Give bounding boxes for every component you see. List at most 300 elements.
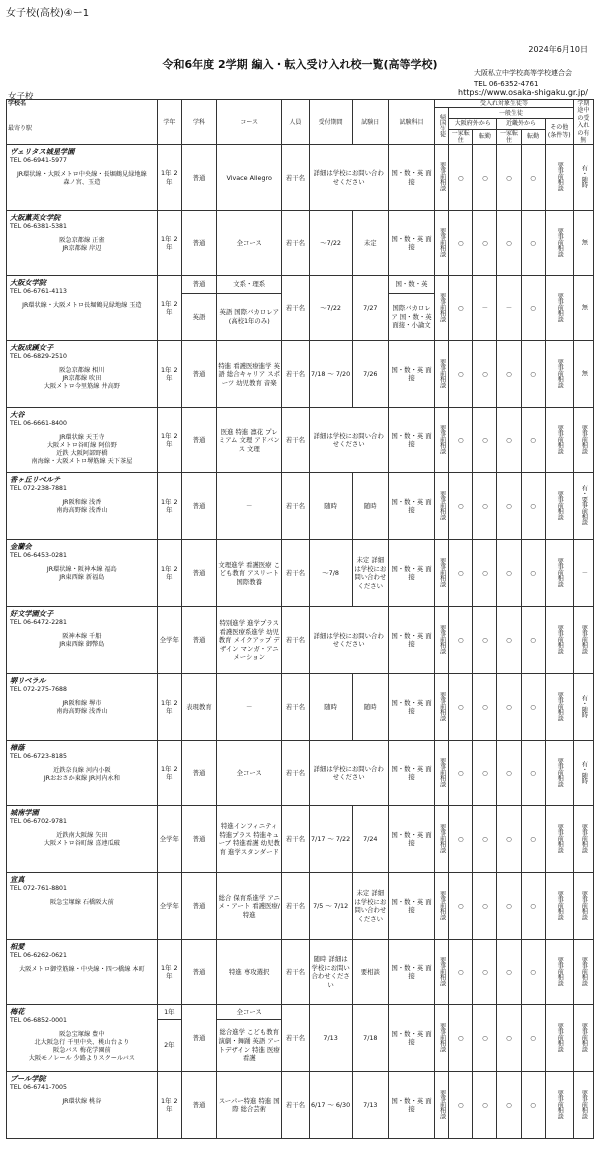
header-subjects: 試験科目 [388, 100, 434, 145]
station-line: 北大阪急行 千里中央、桃山台より [34, 1039, 130, 1047]
school-stations [10, 434, 154, 466]
acceptance-cell: ○ [449, 607, 473, 674]
association-info [474, 68, 572, 90]
acceptance-cell: ○ [473, 211, 497, 276]
school-name: 堺リベラル [10, 676, 46, 686]
dept-cell: 普通 [181, 341, 216, 408]
other-cell: 要事前相談 [545, 145, 573, 211]
table-row [7, 276, 594, 293]
returnee-cell: 要事前相談 [435, 607, 449, 674]
period-cell: 7/5 ～ 7/12 [309, 873, 352, 940]
acceptance-cell: ○ [521, 741, 545, 806]
grade-cell: 全学年 [157, 806, 181, 873]
acceptance-cell: ○ [521, 473, 545, 540]
subjects-cell: 国・数・英 面接 [388, 741, 434, 806]
other-cell: 要事前相談 [545, 211, 573, 276]
issue-date: 2024年6月10日 [528, 45, 588, 54]
returnee-cell: 要事前相談 [435, 408, 449, 473]
station-line: JR阪和線 浅香 [62, 499, 102, 507]
subjects-cell: 国・数・英 面接 [388, 341, 434, 408]
school-cell [7, 341, 158, 408]
subjects-cell: 国・数・英 面接 [388, 1005, 434, 1072]
period-cell: 詳細は学校にお問い合わせください [309, 408, 388, 473]
acceptance-cell: － [473, 276, 497, 341]
course-cell: 文系・理系 [217, 276, 282, 293]
school-tel: TEL 072-238-7881 [10, 485, 67, 493]
subjects-cell: 国・数・英 面接 [388, 211, 434, 276]
school-cell [7, 1005, 158, 1072]
returnee-cell: 要事前相談 [435, 1072, 449, 1139]
dept-cell: 普通 [181, 145, 216, 211]
period-cell: 7/18 ～ 7/20 [309, 341, 352, 408]
station-line: 大阪メトロ谷町線 喜連瓜破 [43, 840, 120, 848]
exam-cell: 未定 詳細は学校にお問い合わせください [352, 540, 388, 607]
acceptance-cell: ○ [521, 674, 545, 741]
station-line: 近鉄南大阪線 矢田 [56, 832, 108, 840]
period-cell: ～7/22 [309, 276, 352, 341]
other-cell: 要事前相談 [545, 408, 573, 473]
num-cell: 若干名 [282, 145, 309, 211]
school-cell [7, 408, 158, 473]
other-cell: 要事前相談 [545, 607, 573, 674]
exam-cell: 未定 [352, 211, 388, 276]
subjects-cell: 国・数・英 面接 [388, 873, 434, 940]
dorm-cell: 要事前相談 [573, 940, 593, 1005]
dorm-cell: 要事前相談 [573, 607, 593, 674]
course-cell: Vivace Allegro [217, 145, 282, 211]
acceptance-cell: ○ [497, 540, 521, 607]
station-line: 阪急宝塚線 石橋阪大前 [49, 899, 114, 907]
school-name: 大谷 [10, 410, 25, 420]
school-name: 大阪女学院 [10, 278, 46, 288]
header-dept: 学科 [181, 100, 216, 145]
school-stations [10, 767, 154, 783]
returnee-cell: 要事前相談 [435, 940, 449, 1005]
station-line: 大阪メトロ谷町線 阿倍野 [46, 442, 117, 450]
dept-cell: 普通 [181, 1005, 216, 1072]
acceptance-cell: ○ [521, 873, 545, 940]
returnee-cell: 要事前相談 [435, 806, 449, 873]
course-cell: 文理進学 看護医療 こども教育 アスリート 国際教養 [217, 540, 282, 607]
course-cell: 全コース [217, 211, 282, 276]
school-tel: TEL 06-6381-5381 [10, 223, 67, 231]
station-line: 南海高野線 浅香山 [56, 708, 108, 716]
acceptance-cell: ○ [521, 408, 545, 473]
period-cell: 7/13 [309, 1005, 352, 1072]
school-tel: TEL 06-6262-0621 [10, 952, 67, 960]
course-cell: 特進インフィニティ 特進プラス 特進キューブ 特進看護 幼児教育 進学スタンダード [217, 806, 282, 873]
station-line: 大阪モノレール 少路よりスクールバス [28, 1055, 135, 1063]
school-tel: TEL 06-6761-4113 [10, 288, 67, 296]
table-row [7, 940, 594, 1005]
station-line: 大阪メトロ御堂筋線・中央線・四つ橋線 本町 [19, 966, 145, 974]
exam-cell: 7/24 [352, 806, 388, 873]
header-transfer: 転勤 [473, 129, 497, 145]
dept-cell: 英語 [181, 293, 216, 341]
acceptance-cell: ○ [497, 873, 521, 940]
station-line: 近鉄 大阪阿部野橋 [56, 450, 108, 458]
grade-cell: 1年 2年 [157, 1072, 181, 1139]
acceptance-cell: ○ [473, 408, 497, 473]
acceptance-cell: ○ [521, 145, 545, 211]
school-stations [10, 367, 154, 391]
dorm-cell: 無 [573, 341, 593, 408]
acceptance-cell: ○ [497, 473, 521, 540]
school-cell [7, 873, 158, 940]
acceptance-cell: ○ [497, 940, 521, 1005]
header-kinki: 近畿外から [497, 119, 545, 130]
acceptance-cell: ○ [449, 408, 473, 473]
station-line: JR環状線・大阪メトロ長堀鶴見緑地線 玉造 [22, 302, 142, 310]
subjects-cell: 国・数・英 面接 [388, 1072, 434, 1139]
association-tel: TEL 06-6352-4761 [474, 80, 539, 88]
school-tel: TEL 06-6661-8400 [10, 420, 67, 428]
dept-cell: 普通 [181, 873, 216, 940]
station-line: 大阪メトロ今里筋線 井高野 [43, 383, 120, 391]
school-tel: TEL 072-761-8801 [10, 885, 67, 893]
other-cell: 要事前相談 [545, 276, 573, 341]
dept-cell: 普通 [181, 540, 216, 607]
station-line: 阪急京都線 正雀 [59, 237, 105, 245]
returnee-cell: 要事前相談 [435, 145, 449, 211]
exam-cell: 7/26 [352, 341, 388, 408]
course-cell: 総合進学 こども教育 演劇・舞踊 英語 アートデザイン 特進 医療看護 [217, 1019, 282, 1072]
school-name: 相愛 [10, 942, 25, 952]
school-stations [10, 171, 154, 187]
header-course: コース [217, 100, 282, 145]
other-cell: 要事前相談 [545, 341, 573, 408]
header-period: 受付期間 [309, 100, 352, 145]
table-row [7, 741, 594, 806]
num-cell: 若干名 [282, 806, 309, 873]
school-tel: TEL 06-6472-2281 [10, 619, 67, 627]
station-line: JR環状線 天王寺 [59, 434, 105, 442]
dept-cell: 普通 [181, 1072, 216, 1139]
period-cell: 7/17 ～ 7/22 [309, 806, 352, 873]
table-row [7, 341, 594, 408]
table-row [7, 674, 594, 741]
table-row [7, 540, 594, 607]
grade-cell: 1年 2年 [157, 276, 181, 341]
acceptance-cell: ○ [449, 341, 473, 408]
exam-cell: 要相談 [352, 940, 388, 1005]
acceptance-cell: ○ [473, 607, 497, 674]
school-cell [7, 1072, 158, 1139]
grade-cell: 1年 2年 [157, 341, 181, 408]
school-name: 好文学園女子 [10, 609, 54, 619]
school-name: 宣真 [10, 875, 25, 885]
returnee-cell: 要事前相談 [435, 341, 449, 408]
subjects-cell: 国・数・英 面接 [388, 806, 434, 873]
acceptance-cell: ○ [449, 940, 473, 1005]
header-returnee: 帰国生徒 [435, 108, 449, 145]
subjects-cell: 国・数・英 面接 [388, 473, 434, 540]
dept-cell: 普通 [181, 276, 216, 293]
acceptance-cell: ○ [473, 674, 497, 741]
num-cell: 若干名 [282, 473, 309, 540]
acceptance-cell: ○ [473, 473, 497, 540]
station-line: JR環状線・大阪メトロ中央線・長堀鶴見緑地線 [16, 171, 147, 179]
station-line: JR京都線 吹田 [62, 375, 102, 383]
acceptance-cell: ○ [473, 1072, 497, 1139]
acceptance-cell: ○ [521, 607, 545, 674]
grade-cell: 1年 2年 [157, 741, 181, 806]
category-label: 女子校 [8, 92, 34, 102]
header-exam-date: 試験日 [352, 100, 388, 145]
dorm-cell: 要事前相談 [573, 408, 593, 473]
returnee-cell: 要事前相談 [435, 211, 449, 276]
period-cell: 6/17 ～ 6/30 [309, 1072, 352, 1139]
grade-cell: 1年 2年 [157, 145, 181, 211]
acceptance-cell: ○ [521, 341, 545, 408]
course-cell: 特進 専攻選択 [217, 940, 282, 1005]
exam-cell: 随時 [352, 674, 388, 741]
page-title: 令和6年度 2学期 編入・転入受け入れ校一覧(高等学校) [162, 58, 438, 71]
school-cell [7, 276, 158, 341]
header-dorm: 学期途中の受入れの有無 [573, 100, 593, 145]
grade-cell: 1年 2年 [157, 940, 181, 1005]
school-name: 香ヶ丘リベルテ [10, 475, 61, 485]
acceptance-cell: ○ [521, 1005, 545, 1072]
acceptance-cell: ○ [497, 145, 521, 211]
acceptance-cell: ○ [521, 940, 545, 1005]
acceptance-cell: ○ [449, 1005, 473, 1072]
school-cell [7, 674, 158, 741]
station-line: JR環状線・阪神本線 福島 [46, 566, 117, 574]
grade-cell: 1年 2年 [157, 408, 181, 473]
dept-cell: 普通 [181, 607, 216, 674]
school-stations [10, 1098, 154, 1106]
dorm-cell: 無 [573, 211, 593, 276]
school-name: 金蘭会 [10, 542, 32, 552]
other-cell: 要事前相談 [545, 1005, 573, 1072]
school-stations [10, 1031, 154, 1063]
station-line: JRおおさか東線 JR河内永和 [43, 775, 120, 783]
header-num: 人員 [282, 100, 309, 145]
exam-cell: 7/18 [352, 1005, 388, 1072]
other-cell: 要事前相談 [545, 940, 573, 1005]
acceptance-cell: ○ [473, 341, 497, 408]
course-cell: － [217, 473, 282, 540]
school-tel: TEL 06-6702-9781 [10, 818, 67, 826]
school-tel: TEL 06-6453-0281 [10, 552, 67, 560]
station-line: JR東西線 新福島 [59, 574, 105, 582]
acceptance-cell: ○ [449, 674, 473, 741]
header-general: 一般生徒 [449, 108, 574, 119]
subjects-cell: 国・数・英 面接 [388, 940, 434, 1005]
exam-cell: 7/13 [352, 1072, 388, 1139]
school-cell [7, 806, 158, 873]
acceptance-cell: ○ [473, 940, 497, 1005]
station-line: 阪神本線 千船 [62, 633, 102, 641]
station-line: JR阪和線 堺市 [62, 700, 102, 708]
header-transfer2: 転勤 [521, 129, 545, 145]
exam-cell: 7/27 [352, 276, 388, 341]
association-url[interactable]: https://www.osaka-shigaku.gr.jp/ [458, 88, 588, 97]
school-cell [7, 940, 158, 1005]
dept-cell: 普通 [181, 211, 216, 276]
subjects-cell: 国・数・英 面接 [388, 145, 434, 211]
table-row [7, 1072, 594, 1139]
returnee-cell: 要事前相談 [435, 741, 449, 806]
other-cell: 要事前相談 [545, 473, 573, 540]
acceptance-cell: ○ [497, 674, 521, 741]
num-cell: 若干名 [282, 940, 309, 1005]
acceptance-cell: ○ [497, 741, 521, 806]
course-cell: 全コース [217, 741, 282, 806]
header-in-osaka: 大阪府外から [449, 119, 497, 130]
num-cell: 若干名 [282, 276, 309, 341]
school-stations [10, 899, 154, 907]
num-cell: 若干名 [282, 1005, 309, 1072]
acceptance-cell: ○ [521, 211, 545, 276]
subjects-cell: 国際バカロレア 国・数・英 面接・小論文 [388, 293, 434, 341]
header-family2: 一家転住 [497, 129, 521, 145]
course-cell: 医進 特進 凛花 プレミアム 文理 アドバンス 文理 [217, 408, 282, 473]
returnee-cell: 要事前相談 [435, 473, 449, 540]
school-stations [10, 499, 154, 515]
num-cell: 若干名 [282, 873, 309, 940]
acceptance-cell: ○ [473, 873, 497, 940]
returnee-cell: 要事前相談 [435, 540, 449, 607]
station-line: 近鉄奈良線 河内小阪 [53, 767, 111, 775]
num-cell: 若干名 [282, 408, 309, 473]
school-name: 樟蔭 [10, 743, 25, 753]
school-tel: TEL 06-6852-0001 [10, 1017, 67, 1025]
school-name: 大阪薫英女学院 [10, 213, 61, 223]
period-cell: 随時 [309, 674, 352, 741]
other-cell: 要事前相談 [545, 806, 573, 873]
period-cell: 随時 [309, 473, 352, 540]
school-cell [7, 211, 158, 276]
course-cell: 特別進学 進学プラス 看護医療系進学 幼児教育 メイクアップ デザイン マンガ・アニメーション [217, 607, 282, 674]
dorm-cell: 有・随時 [573, 674, 593, 741]
school-stations [10, 633, 154, 649]
dorm-cell: 要事前相談 [573, 1005, 593, 1072]
course-cell: スーパー特進 特進 国際 総合芸術 [217, 1072, 282, 1139]
school-cell [7, 540, 158, 607]
acceptance-cell: ○ [521, 540, 545, 607]
dept-cell: 普通 [181, 408, 216, 473]
acceptance-cell: ○ [449, 211, 473, 276]
school-stations [10, 302, 154, 310]
subjects-cell: 国・数・英 面接 [388, 408, 434, 473]
acceptance-cell: ○ [473, 806, 497, 873]
acceptance-cell: ○ [521, 276, 545, 341]
num-cell: 若干名 [282, 211, 309, 276]
grade-cell: 1年 2年 [157, 473, 181, 540]
association-name: 大阪私立中学校高等学校連合会 [474, 69, 572, 77]
station-line: 南海高野線 浅香山 [56, 507, 108, 515]
period-cell: 詳細は学校にお問い合わせください [309, 741, 388, 806]
school-stations [10, 966, 154, 974]
course-cell: 英語 国際バカロレア (高校1年のみ) [217, 293, 282, 341]
acceptance-cell: － [497, 276, 521, 341]
header-grade: 学年 [157, 100, 181, 145]
school-name: 大阪成蹊女子 [10, 343, 54, 353]
course-cell: － [217, 674, 282, 741]
table-row [7, 1005, 594, 1019]
period-cell: ～7/22 [309, 211, 352, 276]
school-table [6, 99, 594, 1139]
dorm-cell: 有・要事前相談 [573, 473, 593, 540]
station-line: 阪急バス 梅花学園前 [53, 1047, 111, 1055]
school-stations [10, 566, 154, 582]
acceptance-cell: ○ [497, 1072, 521, 1139]
other-cell: 要事前相談 [545, 1072, 573, 1139]
acceptance-cell: ○ [497, 211, 521, 276]
acceptance-cell: ○ [497, 607, 521, 674]
school-tel: TEL 06-6941-5977 [10, 157, 67, 165]
station-line: JR環状線 桃谷 [62, 1098, 102, 1106]
acceptance-cell: ○ [497, 341, 521, 408]
school-cell [7, 473, 158, 540]
grade-cell: 1年 2年 [157, 211, 181, 276]
table-row [7, 806, 594, 873]
period-cell: 詳細は学校にお問い合わせください [309, 145, 388, 211]
acceptance-cell: ○ [521, 806, 545, 873]
course-cell: 総合 保育系進学 アニメ・アート 看護医療/特進 [217, 873, 282, 940]
header-family: 一家転住 [449, 129, 473, 145]
dorm-cell: 要事前相談 [573, 873, 593, 940]
dorm-cell: 有・随時 [573, 741, 593, 806]
grade-cell: 1年 [157, 1005, 181, 1019]
school-name: 梅花 [10, 1007, 25, 1017]
course-cell: 特進 看護医療進学 英語 総合キャリア スポーツ 幼児教育 音楽 [217, 341, 282, 408]
header-other: その他(条件等) [545, 119, 573, 145]
station-line: 阪急宝塚線 豊中 [59, 1031, 105, 1039]
station-line: JR京都線 岸辺 [62, 245, 102, 253]
school-name: プール学院 [10, 1074, 46, 1084]
num-cell: 若干名 [282, 540, 309, 607]
school-cell [7, 607, 158, 674]
acceptance-cell: ○ [449, 540, 473, 607]
acceptance-cell: ○ [497, 408, 521, 473]
num-cell: 若干名 [282, 674, 309, 741]
other-cell: 要事前相談 [545, 873, 573, 940]
dorm-cell: － [573, 540, 593, 607]
subjects-cell: 国・数・英 面接 [388, 674, 434, 741]
acceptance-cell: ○ [473, 540, 497, 607]
exam-cell: 随時 [352, 473, 388, 540]
table-row [7, 145, 594, 211]
school-stations [10, 700, 154, 716]
period-cell: 随時 詳細は学校にお問い合わせください [309, 940, 352, 1005]
school-stations [10, 832, 154, 848]
acceptance-cell: ○ [449, 873, 473, 940]
acceptance-cell: ○ [497, 1005, 521, 1072]
school-cell [7, 741, 158, 806]
station-line: 阪急京都線 相川 [59, 367, 105, 375]
dept-cell: 普通 [181, 940, 216, 1005]
dorm-cell: 要事前相談 [573, 1072, 593, 1139]
corner-label: 女子校(高校)④ー1 [6, 8, 90, 19]
grade-cell: 全学年 [157, 873, 181, 940]
acceptance-cell: ○ [449, 1072, 473, 1139]
period-cell: ～7/8 [309, 540, 352, 607]
num-cell: 若干名 [282, 607, 309, 674]
num-cell: 若干名 [282, 341, 309, 408]
acceptance-cell: ○ [473, 1005, 497, 1072]
acceptance-cell: ○ [497, 806, 521, 873]
returnee-cell: 要事前相談 [435, 1005, 449, 1072]
num-cell: 若干名 [282, 741, 309, 806]
period-cell: 詳細は学校にお問い合わせください [309, 607, 388, 674]
table-row [7, 211, 594, 276]
acceptance-cell: ○ [449, 276, 473, 341]
other-cell: 要事前相談 [545, 741, 573, 806]
acceptance-cell: ○ [449, 741, 473, 806]
